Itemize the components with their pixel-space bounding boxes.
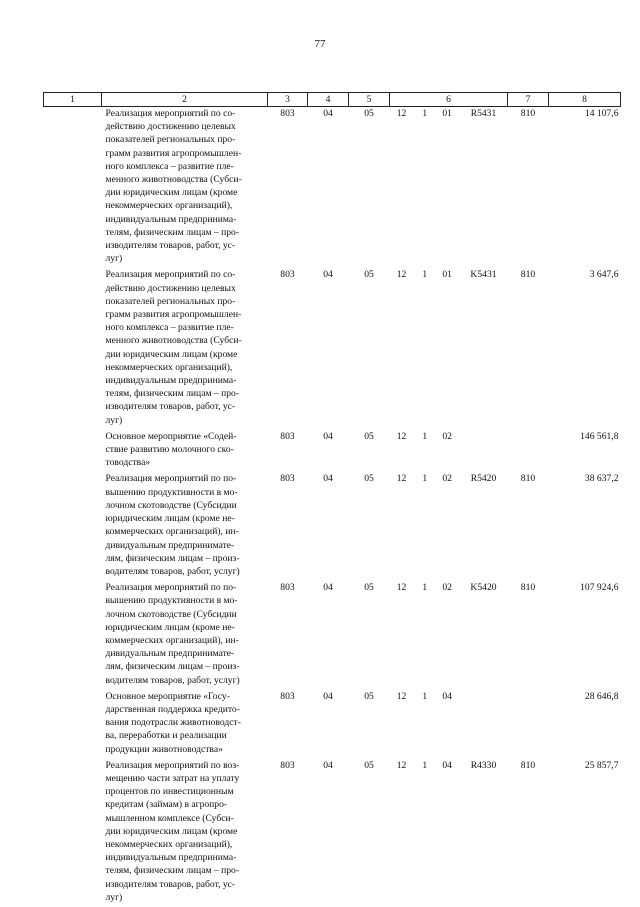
column-header: 2: [102, 93, 268, 107]
code-direction: K5431: [470, 269, 497, 281]
cell-description: [102, 581, 268, 690]
table-row: [44, 690, 621, 759]
cell-col1: [44, 430, 102, 473]
cell-section: 04: [323, 269, 333, 281]
cell-target-code: [390, 430, 508, 473]
target-code: [390, 581, 508, 594]
cell-col1: [44, 581, 102, 690]
cell-description: [102, 430, 268, 473]
cell-expense-type: 810: [520, 759, 536, 771]
code-subprogram: 1: [422, 759, 428, 771]
cell-amount: 14 107,6: [584, 108, 619, 119]
cell-target-code: [390, 759, 508, 907]
cell-amount: 3 647,6: [589, 269, 619, 281]
cell-subsection: 05: [364, 269, 374, 281]
code-direction: R4330: [470, 759, 497, 771]
code-direction: R5420: [470, 473, 497, 485]
cell-ministry: 803: [280, 473, 295, 485]
cell-ministry: 803: [280, 690, 295, 702]
code-subprogram: 1: [422, 269, 428, 281]
code-subprogram: 1: [422, 690, 428, 702]
cell-ministry: 803: [280, 269, 295, 281]
cell-target-code: [390, 268, 508, 429]
table-row: [44, 430, 621, 473]
code-program: 12: [396, 759, 407, 771]
description-text: Реализация мероприятий по воз- мещению части затрат на уплату процентов по инвестиционным кредитам (займам) в агропро- мышленном комплексе (Субси- дии юридическим лицам (кроме некоммерческих организаций), индивидуальным предпринима- телям, физическим лицам – про- изводителям товаров, работ, ус- луг): [105, 759, 240, 903]
cell-subsection: 05: [364, 759, 374, 771]
code-event: 01: [442, 108, 452, 119]
cell-expense-type: 810: [520, 269, 536, 281]
column-header: 7: [508, 93, 549, 107]
cell-amount: 28 646,8: [584, 690, 619, 702]
cell-ministry: 803: [280, 430, 295, 442]
cell-col1: [44, 759, 102, 907]
cell-section: 04: [323, 759, 333, 771]
target-code: [390, 430, 508, 443]
cell-section: 04: [323, 430, 333, 442]
description-text: Реализация мероприятий по по- вышению продуктивности в мо- лочном скотоводстве (Субсидии юридическим лицам (кроме не- коммерческих организаций), ин- дивидуальным предпринимате- лям, физическим лицам – произ- водителям товаров, работ, услуг): [105, 473, 240, 577]
code-direction: K5420: [470, 582, 497, 594]
column-header: 4: [308, 93, 349, 107]
target-code: [390, 690, 508, 703]
cell-expense-type: [508, 690, 549, 759]
target-code: [390, 472, 508, 485]
cell-col1: [44, 268, 102, 429]
table-row: [44, 268, 621, 429]
code-program: 12: [396, 108, 407, 119]
cell-col1: [44, 690, 102, 759]
cell-subsection: 05: [364, 690, 374, 702]
cell-description: [102, 759, 268, 907]
cell-col1: [44, 472, 102, 581]
code-subprogram: 1: [422, 582, 428, 594]
table-row: [44, 759, 621, 907]
table-header-row: [44, 93, 621, 107]
cell-target-code: [390, 690, 508, 759]
code-direction: R5431: [470, 108, 497, 119]
cell-description: [102, 268, 268, 429]
cell-target-code: [390, 107, 508, 269]
cell-expense-type: 810: [520, 582, 536, 594]
cell-subsection: 05: [364, 473, 374, 485]
cell-amount: 146 561,8: [580, 430, 619, 442]
description-text: Реализация мероприятий по по- вышению продуктивности в мо- лочном скотоводстве (Субсидии юридическим лицам (кроме не- коммерческих организаций), ин- дивидуальным предпринимате- лям, физическим лицам – произ- водителям товаров, работ, услуг): [105, 582, 240, 686]
budget-table: [43, 92, 621, 907]
code-program: 12: [396, 430, 407, 442]
cell-description: [102, 472, 268, 581]
code-program: 12: [396, 582, 407, 594]
column-header: 5: [349, 93, 390, 107]
target-code: [390, 759, 508, 772]
code-program: 12: [396, 690, 407, 702]
cell-expense-type: 810: [520, 473, 536, 485]
code-event: 02: [442, 473, 452, 485]
table-row: [44, 472, 621, 581]
description-text: Основное мероприятие «Содей- ствие развитию молочного ско- товодства»: [105, 430, 237, 469]
cell-amount: 38 637,2: [584, 473, 619, 485]
code-event: 04: [442, 690, 452, 702]
cell-expense-type: 810: [520, 108, 536, 119]
code-subprogram: 1: [422, 473, 428, 485]
cell-col1: [44, 107, 102, 269]
table-body: [44, 107, 621, 907]
cell-ministry: 803: [280, 108, 295, 119]
cell-section: 04: [323, 473, 333, 485]
cell-target-code: [390, 472, 508, 581]
cell-subsection: 05: [364, 108, 374, 119]
code-program: 12: [396, 473, 407, 485]
page-number: 77: [314, 38, 326, 50]
code-event: 02: [442, 430, 452, 442]
description-text: Реализация мероприятий по со- действию достижению целевых показателей региональных про- грамм развития агропромышлен- ного комплекса – развитие пле- менного животноводства (Субси- дии юридическим лицам (кроме некоммерческих организаций), индивидуальным предпринима- телям, физическим лицам – про- изводителям товаров, работ, ус- луг): [105, 108, 242, 265]
cell-ministry: 803: [280, 759, 295, 771]
table-row: [44, 581, 621, 690]
target-code: [390, 268, 508, 281]
description-text: Основное мероприятие «Госу- дарственная поддержка кредито- вания подотрасли животноводст- ва, переработки и реализации продукции животноводства»: [105, 690, 241, 755]
code-event: 01: [442, 269, 452, 281]
cell-section: 04: [323, 108, 333, 119]
cell-description: [102, 107, 268, 269]
cell-amount: 25 857,7: [584, 759, 619, 771]
cell-target-code: [390, 581, 508, 690]
cell-subsection: 05: [364, 430, 374, 442]
cell-ministry: 803: [280, 582, 295, 594]
target-code: [390, 107, 508, 120]
code-program: 12: [396, 269, 407, 281]
column-header: 1: [44, 93, 102, 107]
cell-section: 04: [323, 690, 333, 702]
column-header: 8: [549, 93, 621, 107]
cell-description: [102, 690, 268, 759]
column-header: 6: [390, 93, 508, 107]
table-row: [44, 107, 621, 269]
code-subprogram: 1: [422, 108, 428, 119]
cell-expense-type: [508, 430, 549, 473]
code-event: 04: [442, 759, 452, 771]
column-header: 3: [268, 93, 308, 107]
description-text: Реализация мероприятий по со- действию достижению целевых показателей региональных про- грамм развития агропромышлен- ного комплекса – развитие пле- менного животноводства (Субси- дии юридическим лицам (кроме некоммерческих организаций), индивидуальным предпринима- телям, физическим лицам – про- изводителям товаров, работ, ус- луг): [105, 269, 242, 426]
cell-amount: 107 924,6: [580, 582, 619, 594]
code-direction: [463, 690, 503, 703]
cell-section: 04: [323, 582, 333, 594]
cell-subsection: 05: [364, 582, 374, 594]
code-subprogram: 1: [422, 430, 428, 442]
code-direction: [463, 430, 503, 443]
code-event: 02: [442, 582, 452, 594]
